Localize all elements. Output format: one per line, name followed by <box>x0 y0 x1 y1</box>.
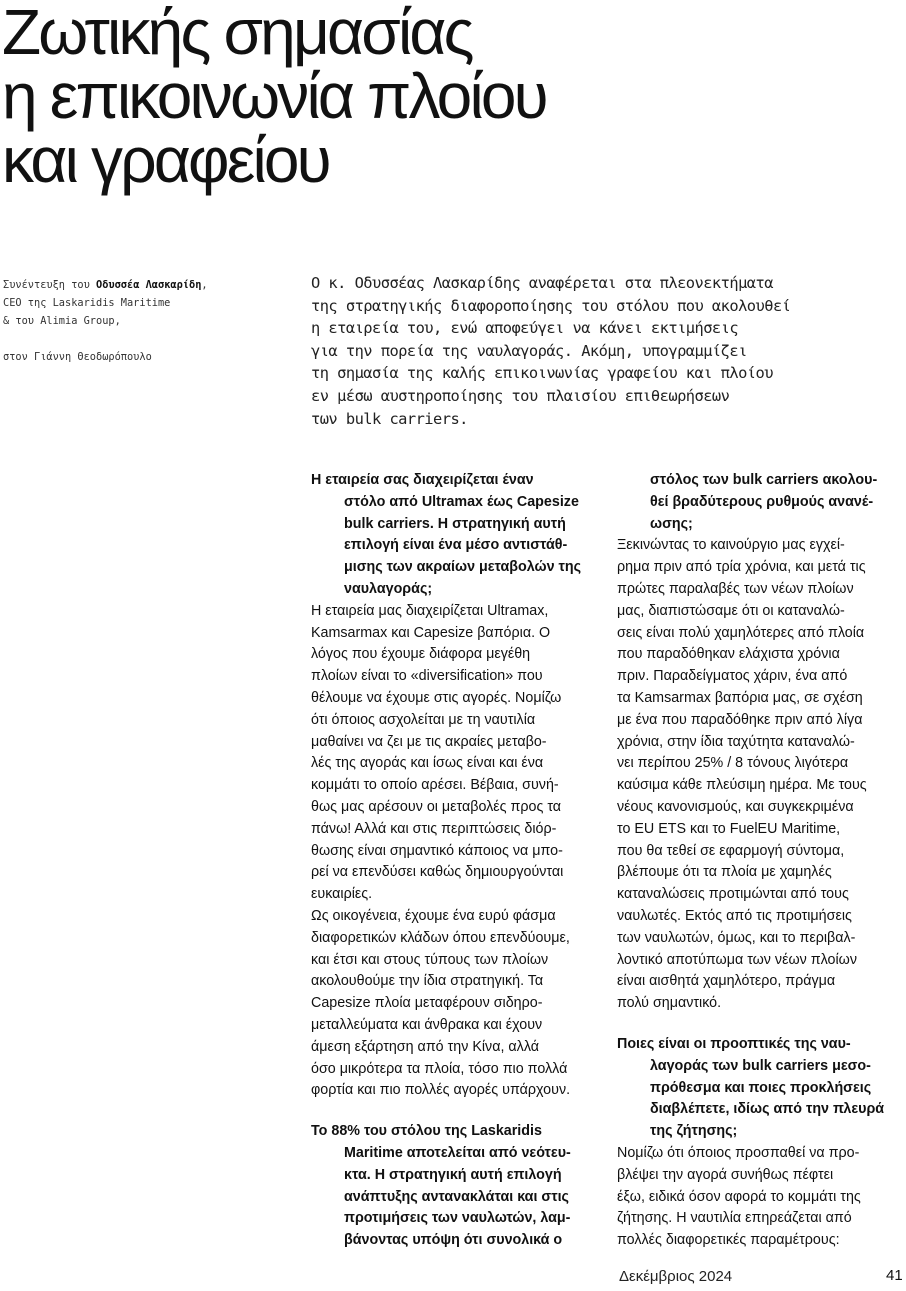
answer-line: καύσιμα κάθε πλεύσιμη ημέρα. Με τους <box>617 777 867 794</box>
answer-line: ζήτησης. Η ναυτιλία επηρεάζεται από <box>617 1210 852 1227</box>
answer-line: σεις είναι πολύ χαμηλότερες από πλοία <box>617 624 865 641</box>
answer-line: Kamsarmax και Capesize βαπόρια. Ο <box>311 624 551 641</box>
question-line: πρόθεσμα και ποιες προκλήσεις <box>650 1079 872 1096</box>
answer-line: λόγος που έχουμε διάφορα μεγέθη <box>311 646 531 663</box>
answer-line: Νομίζω ότι όποιος προσπαθεί να προ- <box>617 1144 860 1161</box>
answer-line: που θα τεθεί σε εφαρμογή σύντομα, <box>617 842 845 859</box>
answer-line: ακολουθούμε την ίδια στρατηγική. Τα <box>311 973 544 990</box>
question-line: της ζήτησης; <box>650 1123 738 1140</box>
answer-line: των ναυλωτών, όμως, και το περιβαλ- <box>617 929 856 946</box>
answer-line: τα Kamsarmax βαπόρια μας, σε σχέση <box>617 689 863 706</box>
question-line: Το 88% του στόλου της Laskaridis <box>311 1123 542 1140</box>
answer-line: Ξεκινώντας το καινούργιο μας εγχεί- <box>617 537 845 554</box>
answer-line: νέους κανονισμούς, και συγκεκριμένα <box>617 798 854 815</box>
answer-line: μας, διαπιστώσαμε ότι οι καταναλώ- <box>617 602 845 619</box>
answer-line: άμεση εξάρτηση από την Κίνα, αλλά <box>311 1038 540 1055</box>
question-line: ναυλαγοράς; <box>344 580 433 597</box>
answer-line: και έτσι και στους τύπους των πλοίων <box>311 951 549 968</box>
left-column <box>311 470 596 1252</box>
byline <box>3 276 253 366</box>
answer-line: κομμάτι το οποίο αρέσει. Βέβαια, συνή- <box>311 777 559 794</box>
footer-issue-date: Δεκέμβριος 2024 <box>619 1268 733 1285</box>
question-2-continued <box>617 470 902 535</box>
byline-prefix: Συνέντευξη του <box>3 279 96 291</box>
lead-line: της στρατηγικής διαφοροποίησης του στόλου που ακολουθεί <box>311 296 791 315</box>
question-line: Ποιες είναι οι προοπτικές της ναυ- <box>617 1035 851 1052</box>
lead-paragraph <box>311 272 903 430</box>
answer-line: μαθαίνει να ζει με τις ακραίες μεταβο- <box>311 733 547 750</box>
answer-line: θωσης είναι σημαντικό κάποιος να μπο- <box>311 842 563 859</box>
question-line: στόλο από Ultramax έως Capesize <box>344 493 579 510</box>
lead-line: εν μέσω αυστηροποίησης του πλαισίου επιθεωρήσεων <box>311 386 730 405</box>
title-line-1: Ζωτικής σημασίας <box>2 0 472 68</box>
answer-line: είναι αισθητά χαμηλότερο, πράγμα <box>617 973 836 990</box>
question-line: μισης των ακραίων μεταβολών της <box>344 559 582 576</box>
answer-line: όσο μικρότερα τα πλοία, τόσο πιο πολλά <box>311 1060 568 1077</box>
lead-line: για την πορεία της ναυλαγοράς. Ακόμη, υπογραμμίζει <box>311 341 747 360</box>
answer-line: που παραδόθηκαν ελάχιστα χρόνια <box>617 646 840 663</box>
lead-line: Ο κ. Οδυσσέας Λασκαρίδης αναφέρεται στα πλεονεκτήματα <box>311 274 773 292</box>
question-line: διαβλέπετε, ιδίως από την πλευρά <box>650 1101 885 1118</box>
answer-line: με ένα που παραδόθηκε πριν από λίγα <box>617 711 863 728</box>
answer-line: βλέπουμε ότι τα πλοία με χαμηλές <box>617 864 832 881</box>
question-line: ανάπτυξης αντανακλάται και στις <box>344 1188 569 1205</box>
question-line: Η εταιρεία σας διαχειρίζεται έναν <box>311 472 534 488</box>
answer-line: πρώτες παραλαβές των νέων πλοίων <box>617 580 854 597</box>
question-3 <box>617 1034 902 1143</box>
byline-interviewee-line <box>3 276 253 294</box>
answer-line: Η εταιρεία μας διαχειρίζεται Ultramax, <box>311 602 549 619</box>
answer-line: μεταλλεύματα και άνθρακα και έχουν <box>311 1016 543 1033</box>
answer-line: καταναλώσεις προτιμώνται από τους <box>617 886 849 903</box>
answer-line: Ως οικογένεια, έχουμε ένα ευρύ φάσμα <box>311 907 556 924</box>
answer-line: ναυλωτές. Εκτός από τις προτιμήσεις <box>617 907 852 924</box>
question-1 <box>311 470 596 601</box>
answer-1-continued <box>311 906 596 1102</box>
answer-line: νει περίπου 25% / 8 τόνους λιγότερα <box>617 755 849 772</box>
answer-line: πολλές διαφορετικές παραμέτρους: <box>617 1232 840 1249</box>
answer-line: λοντικό αποτύπωμα των νέων πλοίων <box>617 951 857 968</box>
answer-line: έξω, ειδικά όσον αφορά το κομμάτι της <box>617 1188 861 1205</box>
answer-line: φορτία και πιο πολλές αγορές υπάρχουν. <box>311 1082 571 1099</box>
question-line: λαγοράς των bulk carriers μεσο- <box>650 1057 871 1074</box>
question-line: επιλογή είναι ένα μέσο αντιστάθ- <box>344 537 568 554</box>
answer-line: πριν. Παραδείγματος χάριν, ένα από <box>617 668 848 685</box>
answer-line: Capesize πλοία μεταφέρουν σιδηρο- <box>311 995 543 1012</box>
article-title <box>2 0 892 196</box>
answer-line: θως μας αρέσουν οι μεταβολές προς τα <box>311 798 562 815</box>
answer-line: βλέψει την αγορά συνήθως πέφτει <box>617 1166 834 1183</box>
answer-2 <box>617 535 902 1015</box>
question-line: κτα. Η στρατηγική αυτή επιλογή <box>344 1166 562 1183</box>
question-line: στόλος των bulk carriers ακολου- <box>650 472 878 488</box>
answer-line: ευκαιρίες. <box>311 886 373 903</box>
byline-suffix: , <box>201 279 208 291</box>
question-line: θεί βραδύτερους ρυθμούς ανανέ- <box>650 493 874 510</box>
answer-line: το EU ETS και το FuelEU Maritime, <box>617 820 841 837</box>
byline-interviewer: στον Γιάννη Θεοδωρόπουλο <box>3 351 152 363</box>
question-line: ωσης; <box>650 515 693 532</box>
lead-line: τη σημασία της καλής επικοινωνίας γραφείου και πλοίου <box>311 364 773 383</box>
answer-3 <box>617 1143 902 1252</box>
question-line: βάνοντας υπόψη ότι συνολικά ο <box>344 1232 563 1249</box>
question-2 <box>311 1121 596 1252</box>
lead-line: η εταιρεία του, ενώ αποφεύγει να κάνει εκτιμήσεις <box>311 319 739 338</box>
page-number: 41 <box>886 1267 903 1284</box>
title-line-2: η επικοινωνία πλοίου <box>2 60 546 132</box>
answer-line: πολύ σημαντικό. <box>617 995 722 1012</box>
answer-line: ρημα πριν από τρία χρόνια, και μετά τις <box>617 559 866 576</box>
right-column <box>617 470 902 1252</box>
byline-interviewee: Οδυσσέα Λασκαρίδη <box>96 279 202 291</box>
answer-line: πάνω! Αλλά και στις περιπτώσεις διόρ- <box>311 820 557 837</box>
byline-role-2: & του Alimia Group, <box>3 315 121 327</box>
question-line: bulk carriers. Η στρατηγική αυτή <box>344 515 566 532</box>
question-line: Maritime αποτελείται από νεότευ- <box>344 1144 571 1161</box>
answer-1 <box>311 601 596 906</box>
answer-line: θέλουμε να έχουμε στις αγορές. Νομίζω <box>311 689 562 706</box>
answer-line: διαφορετικών κλάδων όπου επενδύουμε, <box>311 929 570 946</box>
lead-line: των bulk carriers. <box>311 409 468 428</box>
answer-line: ρεί να επενδύσει καθώς δημιουργούνται <box>311 864 564 881</box>
answer-line: χρόνια, στην ίδια ταχύτητα καταναλώ- <box>617 733 855 750</box>
answer-line: λές της αγοράς και ίσως είναι και ένα <box>311 755 544 772</box>
byline-role-1: CEO της Laskaridis Maritime <box>3 297 171 309</box>
question-line: προτιμήσεις των ναυλωτών, λαμ- <box>344 1210 571 1227</box>
answer-line: ότι όποιος ασχολείται με τη ναυτιλία <box>311 711 536 728</box>
answer-line: πλοίων είναι το «diversification» που <box>311 668 543 685</box>
title-line-3: και γραφείου <box>2 124 329 196</box>
